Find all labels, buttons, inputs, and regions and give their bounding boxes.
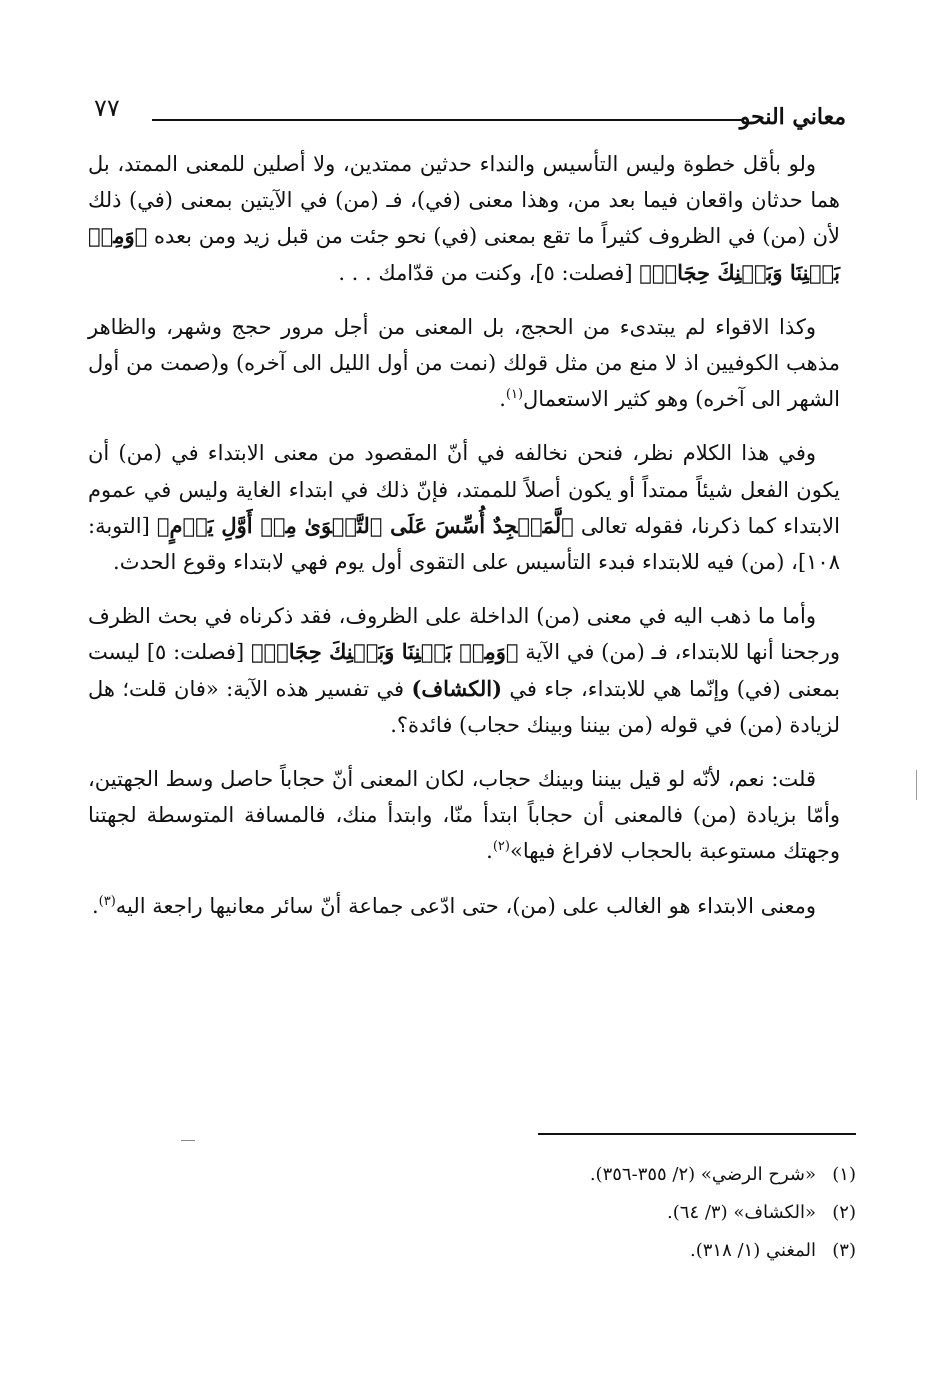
stray-mark	[181, 1140, 195, 1141]
text-run: وكذا الاقواء لم يبتدىء من الحجج، بل المعنى من أجل مرور حجج وشهر، والظاهر مذهب الكوفيين اذ لا منع من مثل قولك (نمت من أول الليل الى آخره) و(صمت من أول الشهر الى آخره) وهو كثير الاستعمال	[88, 314, 840, 412]
paragraph-5	[88, 761, 840, 870]
text-run: ولو بأقل خطوة وليس التأسيس والنداء حدثين ممتدين، ولا أصلين للمعنى الممتد، بل هما حدثان واقعان فيما بعد من، وهذا معنى (في)، فـ (من) في الآيتين بمعنى (في) ذلك لأن (من) في الظروف كثيراً ما تقع بمعنى (في) نحو جئت من قبل زيد ومن بعده	[88, 152, 840, 249]
paragraph-3	[88, 435, 840, 580]
text-run: [فصلت: ٥]، وكنت من قدّامك . . .	[338, 260, 640, 285]
text-run: وأما ما ذهب اليه في معنى (من) الداخلة على الظروف، فقد ذكرناه في بحث الظرف ورجحنا أنها للابتداء، فـ (من) في الآية	[88, 604, 840, 665]
text-run: في تفسير هذه الآية: «فان قلت؛ هل لزيادة (من) في قوله (من بيننا وبينك حجاب) فائدة؟.	[88, 676, 840, 737]
body-text	[88, 146, 840, 942]
footnote-1	[296, 1156, 856, 1194]
margin-mark	[916, 770, 917, 800]
source-title: (الكشاف)	[411, 675, 503, 701]
quran-verse: ﴿وَمِنۢ بَيۡنِنَا وَبَيۡنِكَ حِجَابٞ﴾	[88, 223, 840, 285]
footnotes	[296, 1156, 856, 1270]
paragraph-4	[88, 598, 840, 743]
paragraph-1	[88, 146, 840, 291]
paragraph-2	[88, 309, 840, 418]
footnote-3	[296, 1232, 856, 1270]
footnote-number: (١)	[832, 1164, 856, 1185]
footnote-2	[296, 1194, 856, 1232]
footnote-text: المغني (١/ ٣١٨).	[690, 1240, 816, 1261]
footnote-ref-3[interactable]: (٣)	[98, 893, 116, 909]
text-run: .	[91, 893, 99, 918]
quran-verse: ﴿وَمِنۢ بَيۡنِنَا وَبَيۡنِكَ حِجَابٞ﴾	[250, 639, 519, 665]
footnote-ref-1[interactable]: (١)	[505, 387, 524, 403]
quran-verse: ﴿لَّمَسۡجِدٌ أُسِّسَ عَلَى ٱلتَّقۡوَىٰ مِنۡ أَوَّلِ يَوۡمٍ﴾	[156, 512, 574, 538]
footnote-number: (٢)	[832, 1202, 856, 1223]
footnote-text: «الكشاف» (٣/ ٦٤).	[667, 1202, 816, 1223]
text-run: [التوبة: ١٠٨]، (من) فيه للابتداء فبدء التأسيس على التقوى أول يوم فهي لابتداء وقوع الحدث.	[88, 513, 840, 575]
text-run: [فصلت: ٥] ليست بمعنى (في) وإنّما هي للابتداء، جاء في	[88, 640, 840, 701]
header-rule	[152, 119, 742, 121]
footnote-text: «شرح الرضي» (٢/ ٣٥٥-٣٥٦).	[589, 1164, 816, 1185]
text-run: .	[499, 387, 506, 412]
page-number: ٧٧	[94, 94, 120, 122]
footnote-rule	[538, 1133, 856, 1135]
footnote-ref-2[interactable]: (٢)	[492, 839, 510, 855]
running-title: معاني النحو	[739, 104, 846, 130]
footnote-number: (٣)	[832, 1240, 856, 1261]
paragraph-6	[88, 888, 840, 924]
text-run: .	[486, 839, 493, 864]
text-run: ومعنى الابتداء هو الغالب على (من)، حتى ادّعى جماعة أنّ سائر معانيها راجعة اليه	[115, 893, 816, 918]
text-run: قلت: نعم، لأنّه لو قيل بيننا وبينك حجاب، لكان المعنى أنّ حجاباً حاصل وسط الجهتين، وأمّا بزيادة (من) فالمعنى أن حجاباً ابتدأ منّا، وابتدأ منك، فالمسافة المتوسطة لجهتنا وجهتك مستوعبة بالحجاب لافراغ فيها»	[88, 767, 840, 864]
text-run: وفي هذا الكلام نظر، فنحن نخالفه في أنّ المقصود من معنى الابتداء في (من) أن يكون الفعل شيئاً ممتداً أو يكون أصلاً للممتد، فإنّ ذلك في ابتداء الغاية وليس في عموم الابتداء كما ذكرنا، فقوله تعالى	[88, 441, 840, 538]
